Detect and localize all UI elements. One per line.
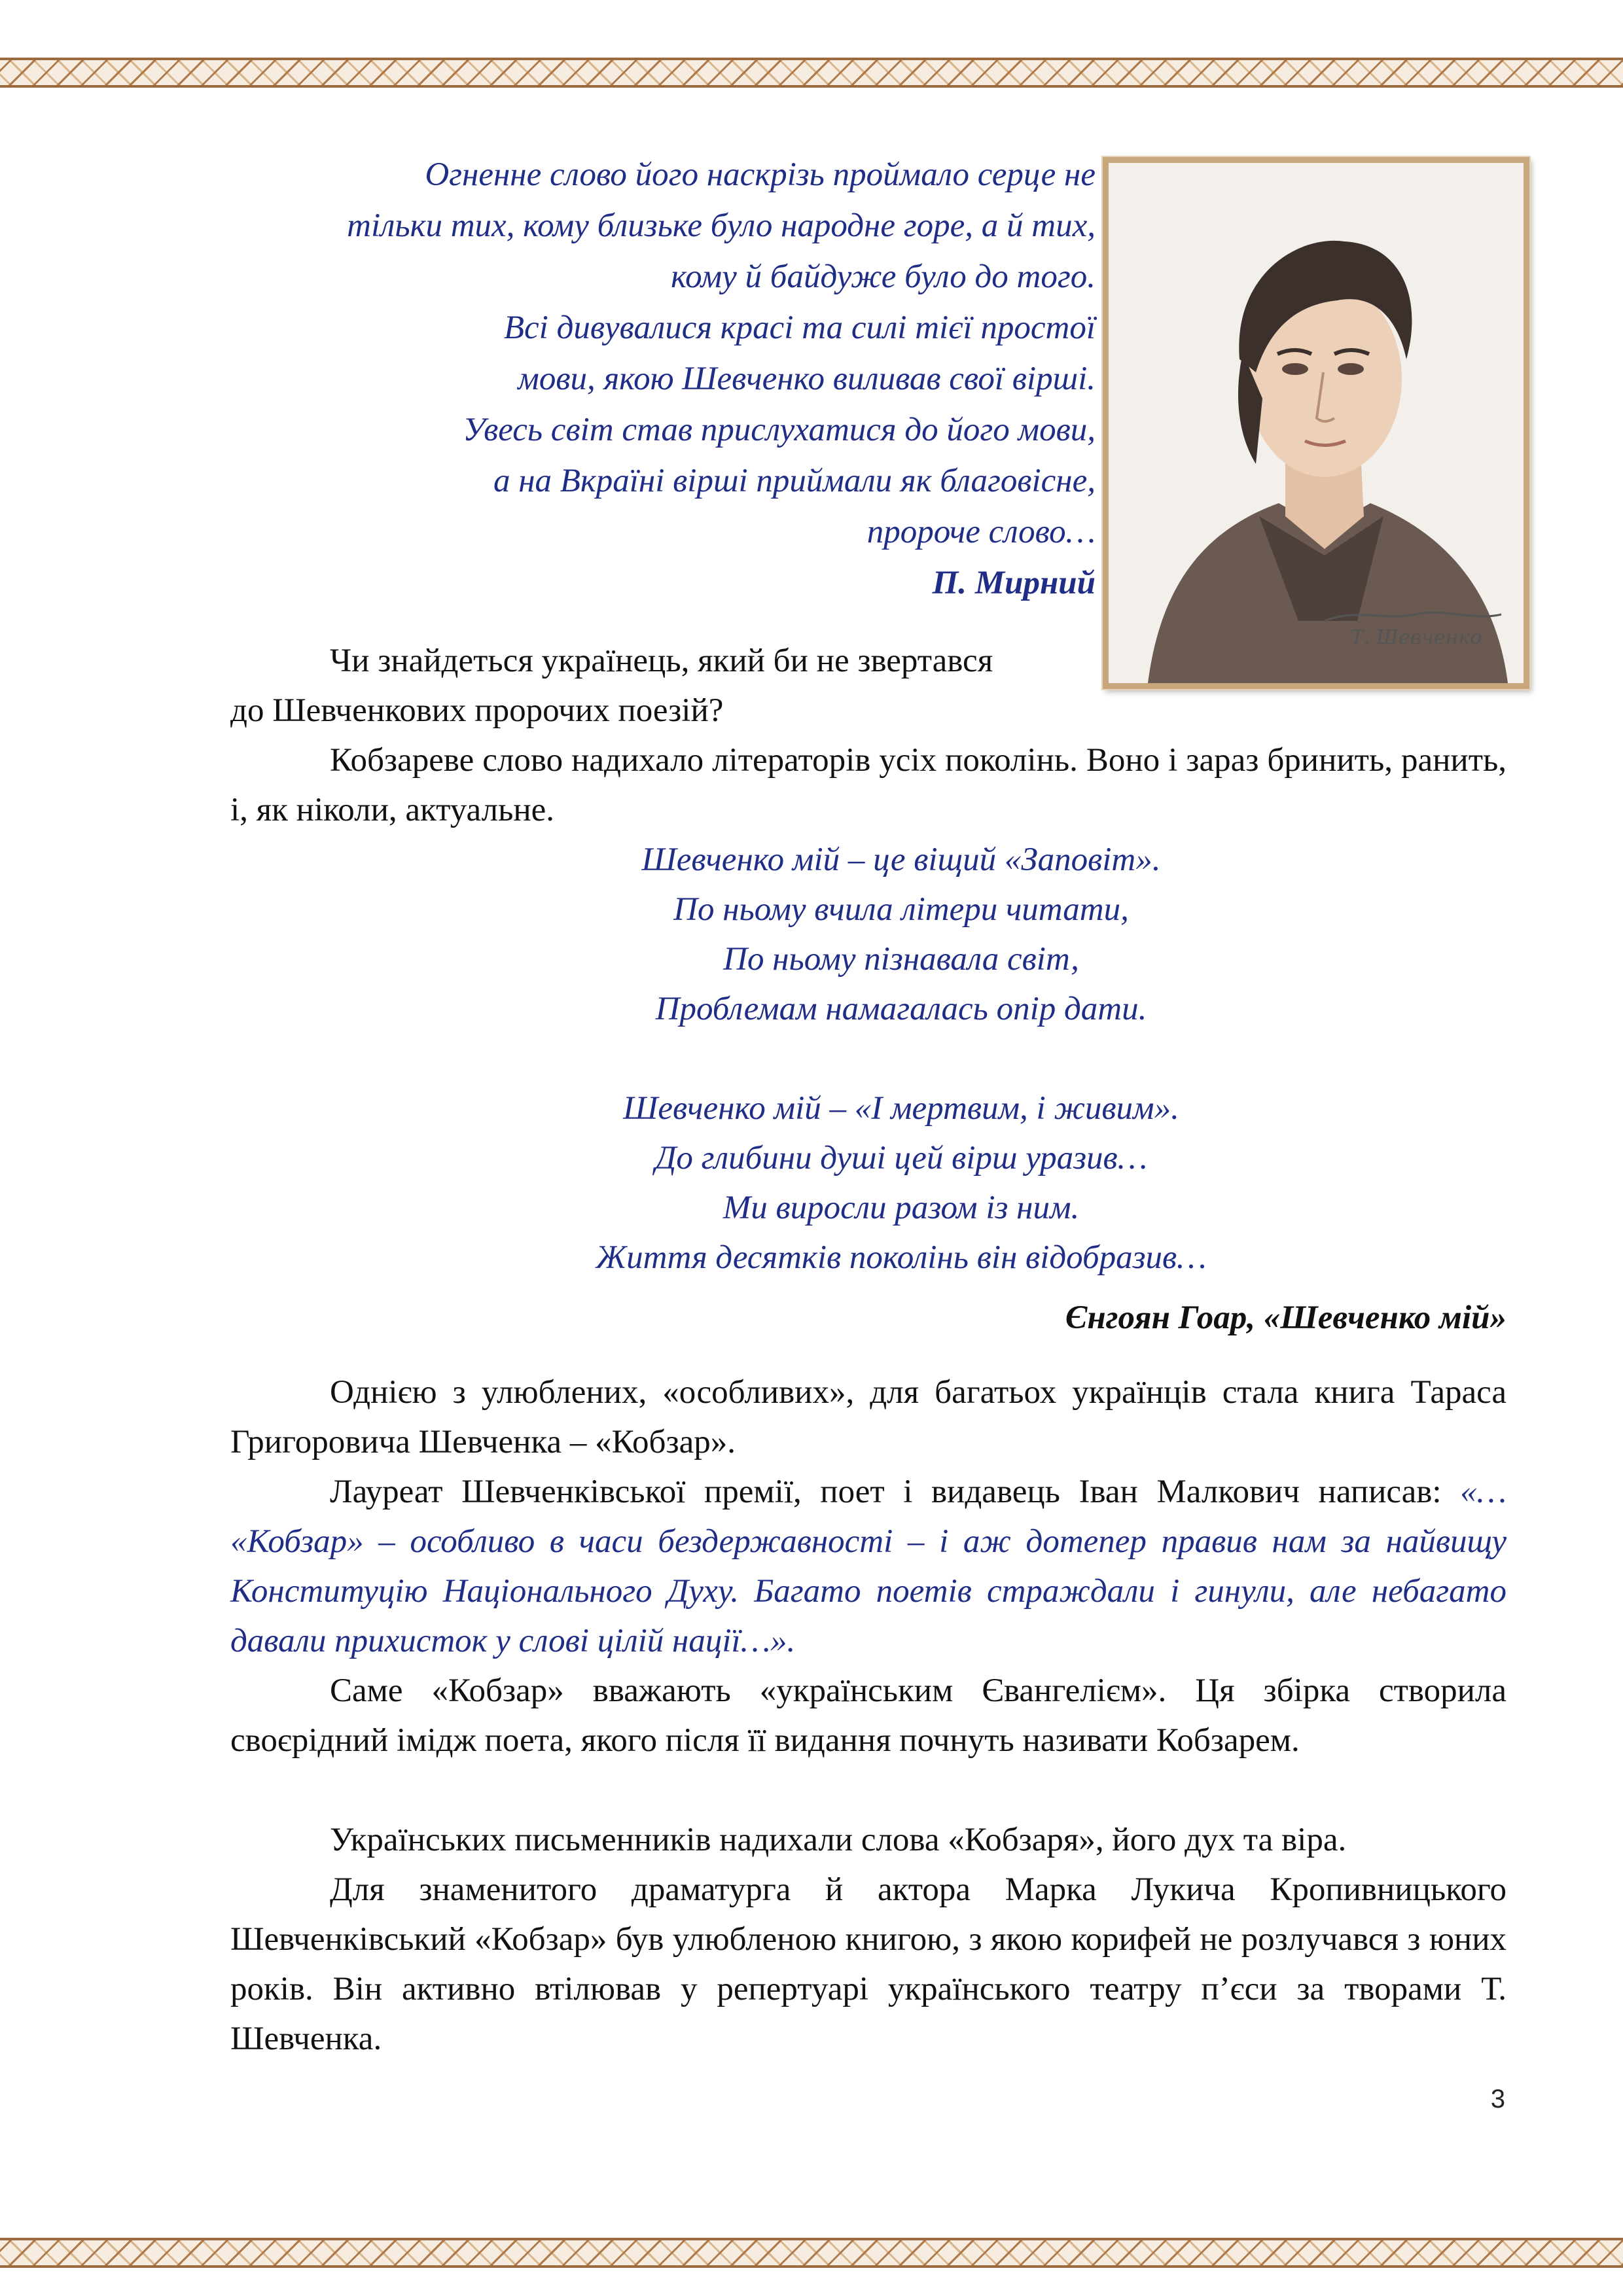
paragraph-5: Саме «Кобзар» вважають «українським Євангелієм». Ця збірка створила своєрідний імідж поета, якого після її видання почнуть називати Кобзарем. [230,1672,1507,1759]
bottom-ornament-border [0,2238,1623,2268]
epigraph-line: мови, якою Шевченко виливав свої вірші. [518,361,1096,397]
epigraph-line: Огненне слово його наскрізь проймало серце не [425,156,1096,193]
paragraph-7: Для знаменитого драматурга й актора Марка Лукича Кропивницького Шевченківський «Кобзар» був улюбленою книгою, з якою корифей не розлучався з юних років. Він активно втілював у репертуарі українського театру п’єси за творами Т. Шевченка. [230,1871,1507,2057]
paragraph-line: Чи знайдеться українець, який би не звертався [330,643,993,679]
paragraph-1 [230,636,1096,735]
epigraph-line: Увесь світ став прислухатися до його мови, [463,412,1096,448]
poem-stanza-1 [230,835,1572,1034]
epigraph-line: а на Вкраїні вірші приймали як благовісне, [493,463,1096,499]
paragraph-2: Кобзареве слово надихало літераторів усіх поколінь. Воно і зараз бринить, ранить, і, як ніколи, актуальне. [230,742,1507,828]
top-ornament-border [0,58,1623,88]
epigraph-line: кому й байдуже було до того. [671,258,1096,295]
portrait-frame [1103,157,1529,689]
poem-line: Проблемам намагалась опір дати. [655,991,1147,1027]
poem-line: Шевченко мій – «І мертвим, і живим». [623,1090,1179,1127]
paragraph-4-text: Лауреат Шевченківської премії, поет і видавець Іван Малкович написав: [330,1474,1461,1510]
poem-line: По ньому пізнавала світ, [723,941,1079,978]
poem-line: Життя десятків поколінь він відобразив… [596,1239,1207,1276]
poem-line: Ми виросли разом із ним. [722,1190,1080,1226]
poem-stanza-2 [230,1084,1572,1282]
paragraph-line: до Шевченкових пророчих поезій? [230,692,724,729]
portrait-image [1109,163,1524,683]
epigraph-line: Всі дивувалися красі та силі тієї простої [503,309,1096,346]
epigraph-line: пророче слово… [866,514,1096,550]
poem-line: До глибини душі цей вірш уразив… [654,1140,1148,1176]
epigraph-author: П. Мирний [932,565,1096,601]
epigraph [230,149,1096,609]
portrait-signature: Т. Шевченко [1350,626,1482,649]
paragraph-6: Українських письменників надихали слова «Кобзаря», його дух та віра. [330,1822,1347,1858]
page-number: 3 [1490,2085,1505,2113]
poem-line: По ньому вчила літери читати, [673,891,1129,928]
poem-author: Єнгоян Гоар, «Шевченко мій» [1065,1299,1507,1336]
paragraph-3: Однією з улюблених, «особливих», для багатьох українців стала книга Тараса Григоровича Шевченка – «Кобзар». [230,1374,1507,1460]
epigraph-line: тільки тих, кому близьке було народне горе, а й тих, [347,207,1096,244]
poem-line: Шевченко мій – це віщий «Заповіт». [641,841,1161,878]
paragraph-4 [230,1467,1507,1666]
malkovych-quote: «… «Кобзар» – особливо в часи бездержавності – і аж дотепер правив нам за найвищу Конституцію Національного Духу. Багато поетів страждали і гинули, але небагато давали прихисток у слові цілій нації…». [230,1474,1507,1659]
